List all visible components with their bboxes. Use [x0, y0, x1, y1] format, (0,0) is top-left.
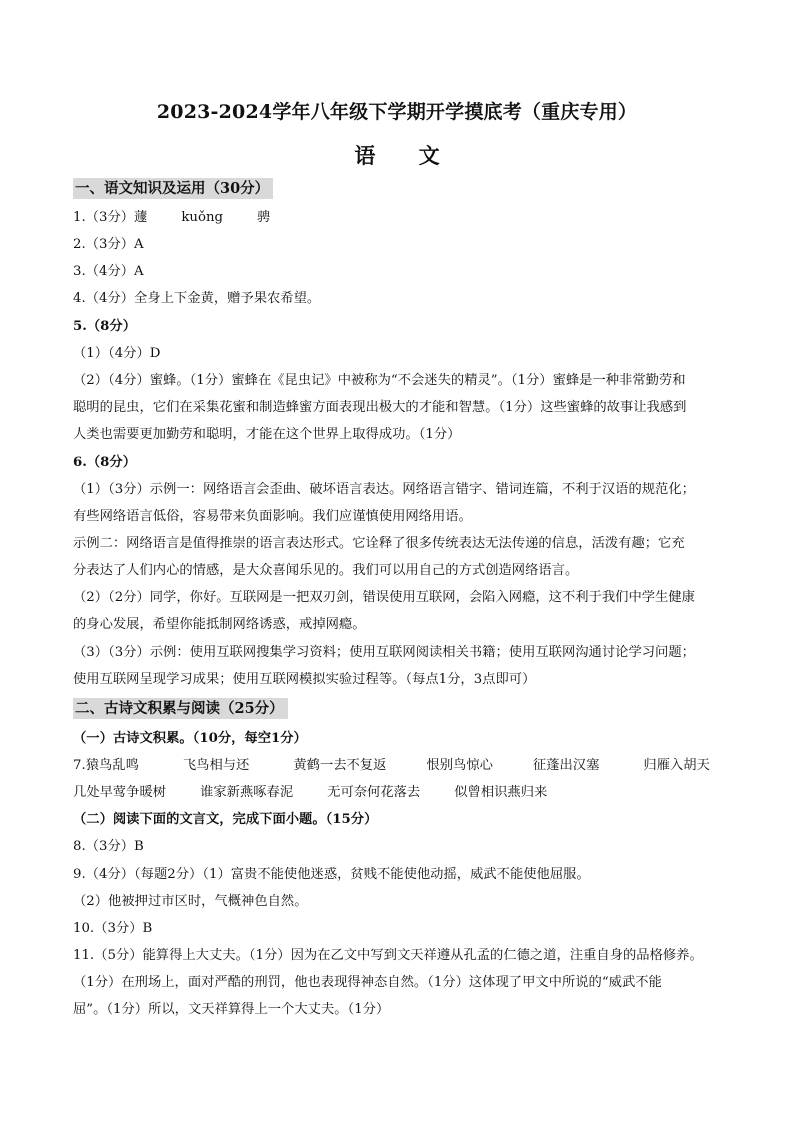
q7-answer-10: 似曾相识燕归来: [454, 785, 548, 800]
q6-part1-line1: （1）（3分）示例一：网络语言会歪曲、破坏语言表达。网络语言错字、错词连篇，不利于汉语的规范化；: [73, 482, 695, 497]
q7-answer-7: 几处早莺争暖树: [73, 785, 167, 800]
q7-answer-6: 归雁入胡天: [643, 758, 710, 773]
q7-row2: [73, 784, 547, 802]
q6-part3-line1: （3）（3分）示例：使用互联网搜集学习资料；使用互联网阅读相关书籍；使用互联网沟通讨论学习问题；: [73, 645, 695, 660]
q1-answer-3: 骋: [257, 210, 271, 225]
q6-example2-line2: 分表达了人们内心的情感，是大众喜闻乐见的。我们可以用自己的方式创造网络语言。: [73, 563, 579, 578]
section-heading-2: 二、古诗文积累与阅读（25分）: [73, 698, 288, 719]
page-title: 2023-2024学年八年级下学期开学摸底考（重庆专用）: [156, 101, 638, 123]
q5-part1: （1）（4分）D: [73, 346, 161, 361]
q7-answer-8: 谁家新燕啄春泥: [200, 785, 294, 800]
q3-answer: 3.（4分）A: [73, 264, 144, 279]
q9-part2: （2）他被押过市区时，气概神色自然。: [73, 894, 308, 909]
subsection-heading-1: （一）古诗文积累。（10分，每空1分）: [73, 731, 307, 746]
q4-answer: 4.（4分）全身上下金黄，赠予果农希望。: [73, 291, 321, 306]
q6-part2-line2: 的身心发展，希望你能抵制网络诱惑，戒掉网瘾。: [73, 617, 366, 632]
q8-answer: 8.（3分）B: [73, 839, 144, 854]
q1-label: 1.（3分）: [73, 210, 135, 225]
q7-answer-1: 猿鸟乱鸣: [85, 758, 139, 773]
q6-part2-line1: （2）（2分）同学，你好。互联网是一把双刃剑，错误使用互联网，会陷入网瘾，这不利于我们中学生健康: [73, 590, 695, 605]
q6-heading: 6.（8分）: [73, 455, 137, 470]
q6-example2-line1: 示例二：网络语言是值得推崇的语言表达形式。它诠释了很多传统表达无法传递的信息，活泼有趣；它充: [73, 536, 685, 551]
q9-part1: 9.（4分）（每题2分）（1）富贵不能使他迷惑，贫贱不能使他动摇，威武不能使他屈服。: [73, 867, 590, 882]
q1-answer: [73, 209, 270, 227]
q7-answer-5: 征蓬出汉塞: [532, 758, 600, 773]
q7-row1: [73, 757, 710, 775]
q11-line1: 11.（5分）能算得上大丈夫。（1分）因为在乙文中写到文天祥遵从孔孟的仁德之道，注重自身的品格修养。: [73, 948, 703, 963]
subsection-heading-2: （二）阅读下面的文言文，完成下面小题。（15分）: [73, 812, 378, 827]
q5-part2-line2: 聪明的昆虫，它们在采集花蜜和制造蜂蜜方面表现出极大的才能和智慧。（1分）这些蜜蜂的故事让我感到: [73, 400, 687, 415]
q6-part3-line2: 使用互联网呈现学习成果；使用互联网模拟实验过程等。（每点1分，3点即可）: [73, 672, 536, 687]
q7-answer-2: 飞鸟相与还: [182, 758, 250, 773]
q7-answer-4: 恨别鸟惊心: [426, 758, 493, 773]
q7-answer-9: 无可奈何花落去: [327, 785, 421, 800]
q5-part2-line1: （2）（4分）蜜蜂。（1分）蜜蜂在《昆虫记》中被称为“不会迷失的精灵”。（1分）蜜蜂是一种非常勤劳和: [73, 373, 686, 388]
q1-answer-1: 蘧: [134, 210, 148, 225]
q11-line2: （1分）在刑场上，面对严酷的刑罚，他也表现得神态自然。（1分）这体现了甲文中所说的“威武不能: [73, 975, 662, 990]
q10-answer: 10.（3分）B: [73, 921, 153, 936]
q6-part1-line2: 有些网络语言低俗，容易带来负面影响。我们应谨慎使用网络用语。: [73, 509, 472, 524]
q7-answer-3: 黄鹤一去不复返: [293, 758, 387, 773]
q7-label: 7.: [73, 758, 86, 773]
q1-answer-2: kuǒng: [181, 210, 224, 225]
q2-answer: 2.（3分）A: [73, 237, 144, 252]
q5-part2-line3: 人类也需要更加勤劳和聪明，才能在这个世界上取得成功。（1分）: [73, 427, 461, 442]
section-heading-1: 一、语文知识及运用（30分）: [73, 178, 273, 199]
q5-heading: 5.（8分）: [73, 319, 137, 334]
q11-line3: 屈”。（1分）所以，文天祥算得上一个大丈夫。（1分）: [73, 1002, 390, 1017]
subject-title: 语 文: [354, 143, 458, 168]
